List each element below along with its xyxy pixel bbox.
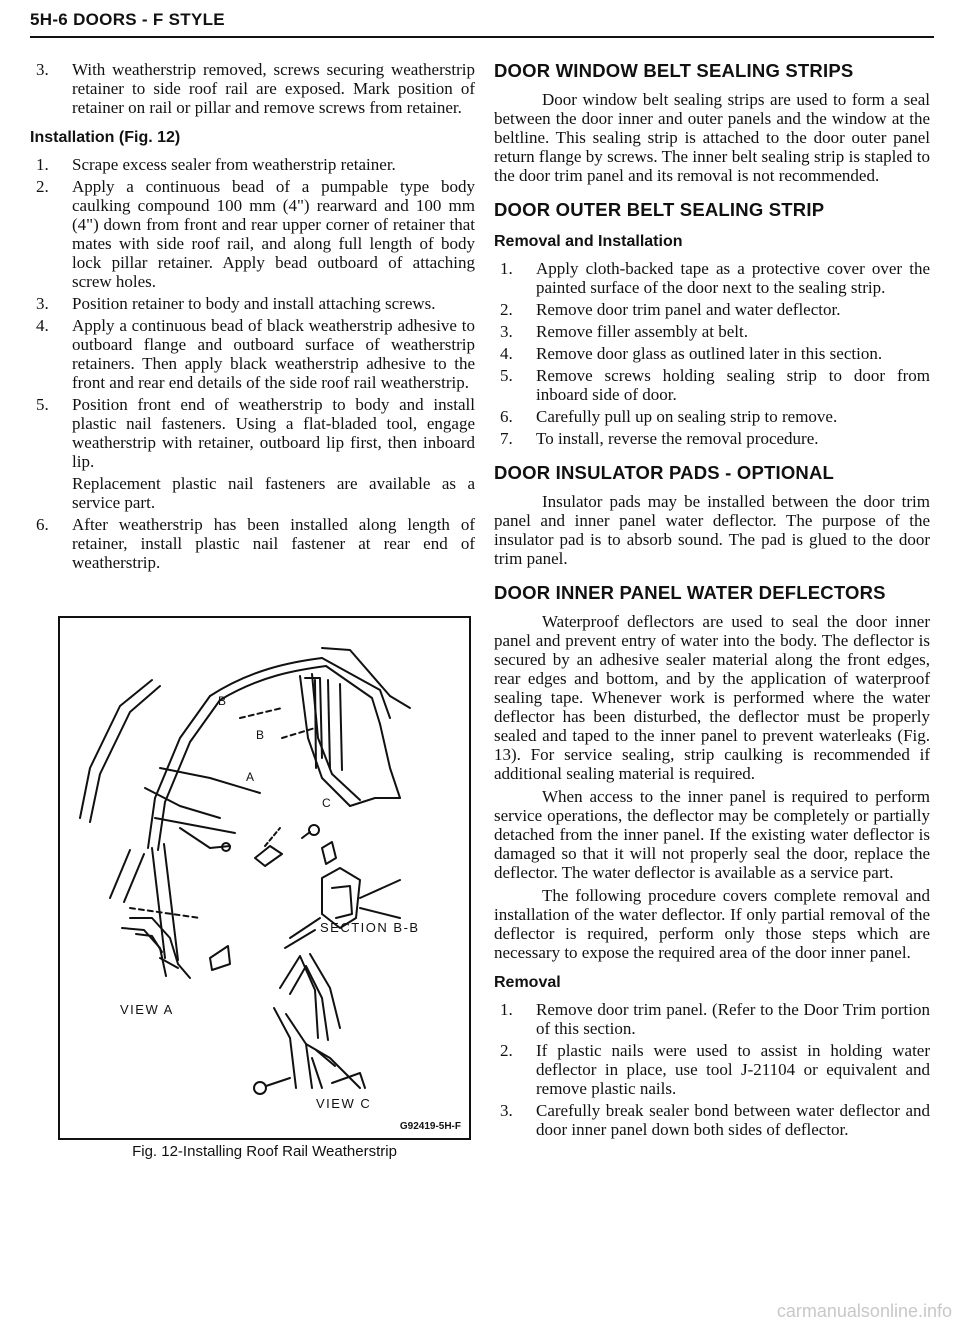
list-item: 2. If plastic nails were used to assist in holding water deflector in place, use tool J-21104 or equivalent and remove plastic nails. [500, 1041, 930, 1098]
header-rule [30, 36, 934, 38]
list-item: 3. Position retainer to body and install attaching screws. [36, 294, 436, 313]
section-title: DOOR INSULATOR PADS - OPTIONAL [494, 462, 835, 483]
label-b-upper: B [218, 694, 228, 708]
installation-steps [30, 155, 475, 471]
intro-list [30, 60, 475, 117]
list-item: 3. Remove filler assembly at belt. [500, 322, 748, 341]
left-column [30, 60, 475, 575]
list-item: 2. Apply a continuous bead of a pumpable type body caulking compound 100 mm (4") rearward and 100 mm (4") down from front and rear upper corner of retainer that mates with side roof rail, and along full length of body lock pillar retainer. Apply bead outboard of attaching screw holes. [36, 177, 475, 291]
list-item: 6. After weatherstrip has been installed along length of retainer, install plastic nail fastener at rear end of weatherstrip. [36, 515, 475, 572]
figure-12 [58, 616, 471, 1140]
label-view-a: VIEW A [120, 1002, 174, 1017]
paragraph: Waterproof deflectors are used to seal the door inner panel and prevent entry of water into the body. The deflector is secured by an adhesive sealer material along the front edges, rear edges and bottom, and by the application of waterproof sealing tape. Whenever work is performed where the water deflector has been disturbed, the deflector must be properly sealed and taped to the inner panel to prevent waterleaks (Fig. 13). For service sealing, strip caulking is recommended if additional sealing material is required. [494, 612, 930, 783]
page-header: 5H-6 DOORS - F STYLE [30, 10, 225, 29]
section-title: DOOR INNER PANEL WATER DEFLECTORS [494, 582, 886, 603]
section-title: DOOR WINDOW BELT SEALING STRIPS [494, 60, 854, 81]
subhead: Removal [494, 974, 561, 991]
roof-rail-illustration [60, 618, 469, 1138]
right-column [494, 60, 930, 1142]
label-c: C [322, 796, 333, 810]
list-item: 5. Remove screws holding sealing strip to door from inboard side of door. [500, 366, 930, 404]
list-item: 1. Scrape excess sealer from weatherstrip retainer. [36, 155, 396, 174]
section-title: DOOR OUTER BELT SEALING STRIP [494, 199, 825, 220]
list-item: 1. Apply cloth-backed tape as a protective cover over the painted surface of the door next to the sealing strip. [500, 259, 930, 297]
watermark: carmanualsonline.info [776, 1301, 952, 1321]
paragraph: Insulator pads may be installed between the door trim panel and inner panel water deflector. The purpose of the insulator pad is to absorb sound. The pad is glued to the door trim panel. [494, 492, 930, 568]
label-b-lower: B [256, 728, 266, 742]
label-a: A [246, 770, 256, 784]
list-item: 4. Apply a continuous bead of black weatherstrip adhesive to outboard flange and outboard surface of weatherstrip retainers. Then apply black weatherstrip adhesive to the front and rear end details of the side roof rail weatherstrip. [36, 316, 475, 392]
list-item: 1. Remove door trim panel. (Refer to the Door Trim portion of this section. [500, 1000, 930, 1038]
outer-steps [494, 259, 930, 448]
label-section-bb: SECTION B-B [320, 920, 420, 935]
label-view-c: VIEW C [316, 1096, 372, 1111]
list-item: 2. Remove door trim panel and water deflector. [500, 300, 841, 319]
removal-steps [494, 1000, 930, 1139]
list-item: 6. Carefully pull up on sealing strip to remove. [500, 407, 838, 426]
list-item: 3. With weatherstrip removed, screws securing weatherstrip retainer to side roof rail are exposed. Mark position of retainer on rail or pillar and remove screws from retainer. [36, 60, 475, 117]
list-item: 3. Carefully break sealer bond between water deflector and door inner panel down both sides of deflector. [500, 1101, 930, 1139]
list-item: 5. Position front end of weatherstrip to body and install plastic nail fasteners. Using a flat-bladed tool, engage weatherstrip with retainer, outboard lip first, then inboard lip. [36, 395, 475, 471]
installation-steps-end [30, 515, 475, 572]
subhead: Removal and Installation [494, 233, 683, 250]
paragraph: Door window belt sealing strips are used to form a seal between the door inner and outer panels and the window at the beltline. This sealing strip is attached to the door outer panel return flange by screws. The inner belt sealing strip is stapled to the door trim panel and its removal is not recommended. [494, 90, 930, 185]
step5-note: Replacement plastic nail fasteners are available as a service part. [72, 474, 475, 512]
list-item: 7. To install, reverse the removal procedure. [500, 429, 819, 448]
list-item: 4. Remove door glass as outlined later in this section. [500, 344, 883, 363]
figure-id: G92419-5H-F [399, 1121, 461, 1132]
paragraph: When access to the inner panel is required to perform service operations, the deflector may be completely or partially detached from the inner panel. If the existing water deflector is damaged so that it will not properly seal the door, replace the deflector. The water deflector is available as a service part. [494, 787, 930, 882]
installation-heading: Installation (Fig. 12) [30, 129, 181, 146]
figure-caption: Fig. 12-Installing Roof Rail Weatherstrip [132, 1143, 397, 1160]
paragraph: The following procedure covers complete removal and installation of the water deflector. If only partial removal of the deflector is required, perform only those steps which are necessary to expose the required area of the door inner panel. [494, 886, 930, 962]
